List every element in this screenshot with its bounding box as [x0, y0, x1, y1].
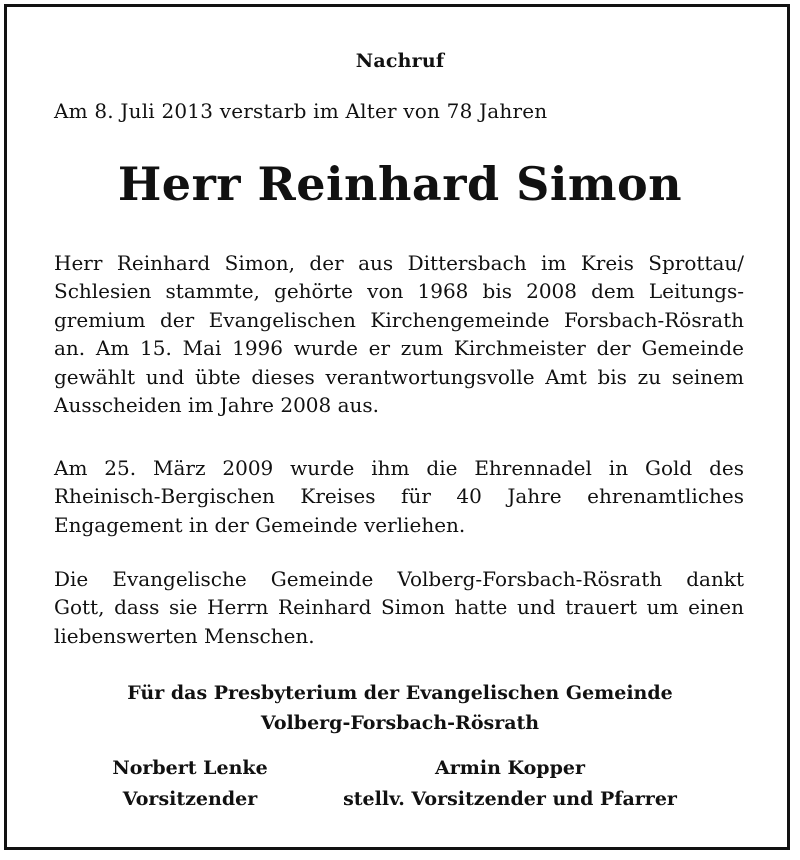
text-line: Ausscheiden im Jahre 2008 aus.	[54, 393, 380, 418]
notice-heading: Nachruf	[355, 50, 445, 72]
death-announcement: Am 8. Juli 2013 verstarb im Alter von 78 Jahren	[54, 99, 548, 123]
text-line: Am 25. März 2009 wurde ihm die Ehrennadel in Gold des	[54, 456, 744, 480]
signer-role-1: Vorsitzender	[122, 788, 258, 810]
signer-name-1: Norbert Lenke	[112, 757, 268, 779]
text-line: Die Evangelische Gemeinde Volberg-Forsbach-Rösrath dankt	[54, 567, 744, 591]
paragraph-honors	[54, 454, 744, 539]
text-line: Gott, dass sie Herrn Reinhard Simon hatte und trauert um einen	[54, 595, 744, 620]
signer-name-2: Armin Kopper	[435, 757, 585, 779]
deceased-name: Herr Reinhard Simon	[117, 157, 683, 211]
text-line: liebenswerten Menschen.	[54, 623, 315, 648]
text-line: gewählt und übte dieses verantwortungsvolle Amt bis zu seinem	[54, 364, 744, 389]
text-line: gremium der Evangelischen Kirchengemeinde Forsbach-Rösrath	[54, 307, 744, 332]
signer-role-2: stellv. Vorsitzender und Pfarrer	[343, 788, 677, 810]
text-line: Herr Reinhard Simon, der aus Dittersbach im Kreis Sprottau/	[54, 251, 744, 275]
signature-organization-line2: Volberg-Forsbach-Rösrath	[260, 712, 540, 734]
text-line: Rheinisch-Bergischen Kreises für 40 Jahre ehrenamtliches	[54, 484, 744, 509]
paragraph-biography	[54, 249, 744, 419]
signature-organization-line1: Für das Presbyterium der Evangelischen Gemeinde	[127, 682, 673, 704]
text-line: an. Am 15. Mai 1996 wurde er zum Kirchmeister der Gemeinde	[54, 336, 744, 361]
text-line: Schlesien stammte, gehörte von 1968 bis 2008 dem Leitungs-	[54, 279, 744, 304]
text-line: Engagement in der Gemeinde verliehen.	[54, 512, 466, 537]
paragraph-gratitude	[54, 565, 744, 650]
